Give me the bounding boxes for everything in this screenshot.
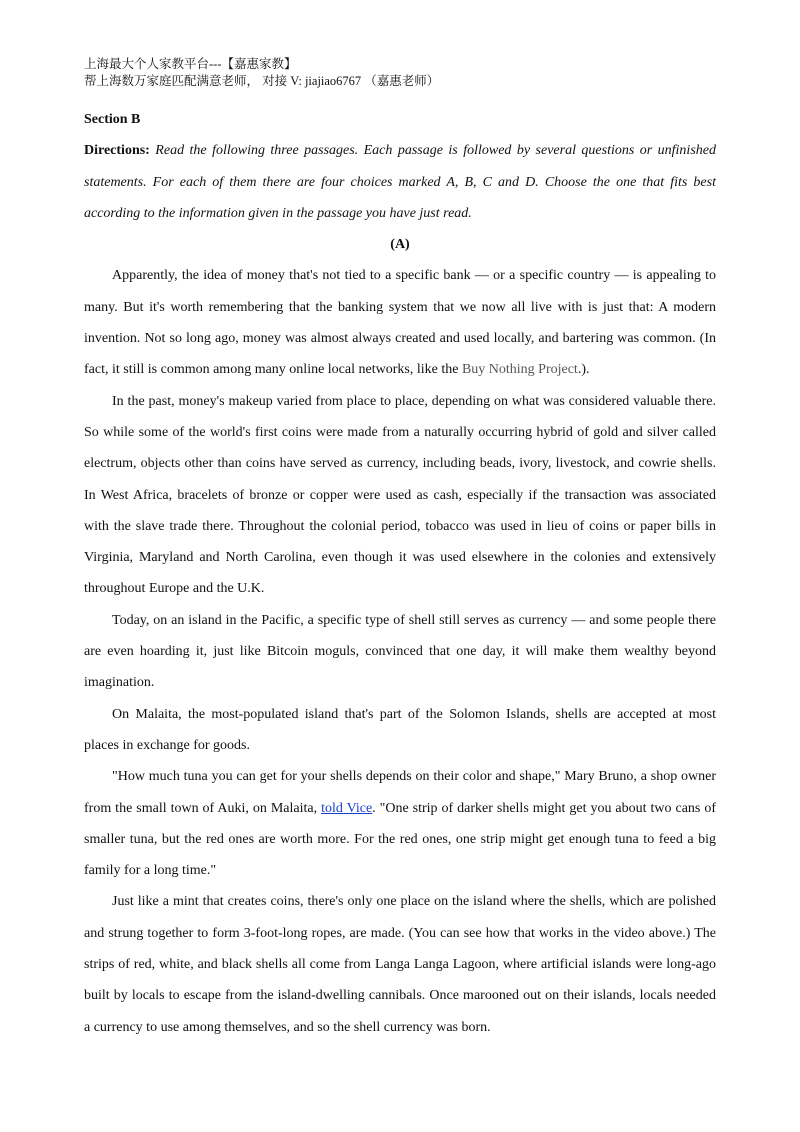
- told-vice-link[interactable]: told Vice: [321, 800, 373, 816]
- paragraph-line: Just like a mint that creates coins, there's only one place on the island where the shells, which are polished: [112, 894, 716, 910]
- paragraph-line: [84, 354, 716, 385]
- paragraph-line: throughout Europe and the U.K.: [84, 581, 265, 597]
- section-title: Section B: [84, 112, 141, 127]
- directions-line: statements. For each of them there are four choices marked A, B, C and D. Choose the one that fits best: [84, 174, 716, 190]
- directions-line: according to the information given in the passage you have just read.: [84, 205, 472, 221]
- paragraph-line: Today, on an island in the Pacific, a specific type of shell still serves as currency — and some people there: [112, 612, 716, 628]
- paragraph-line: imagination.: [84, 675, 155, 691]
- paragraph-text: .).: [577, 362, 590, 378]
- paragraph-line: strips of red, white, and black shells all come from Langa Langa Lagoon, where artificial islands were long-ago: [84, 957, 716, 973]
- paragraph-text: . "One strip of darker shells might get you about two cans of: [372, 800, 716, 816]
- paragraph-line: built by locals to escape from the island-dwelling cannibals. Once marooned out on their islands, locals needed: [84, 988, 716, 1004]
- paragraph-line: a currency to use among themselves, and so the shell currency was born.: [84, 1019, 491, 1035]
- directions-line: [84, 135, 716, 166]
- paragraph-line: Apparently, the idea of money that's not tied to a specific bank — or a specific country — is appealing to: [112, 268, 716, 284]
- paragraph-line: In West Africa, bracelets of bronze or copper were used as cash, especially if the transaction was associated: [84, 487, 716, 503]
- paragraph-line: Virginia, Maryland and North Carolina, even though it was used elsewhere in the colonies and extensively: [84, 550, 716, 566]
- paragraph-line: In the past, money's makeup varied from place to place, depending on what was considered valuable there.: [112, 393, 716, 409]
- paragraph-text: fact, it still is common among many online local networks, like the: [84, 362, 462, 378]
- paragraph-line: invention. Not so long ago, money was almost always created and used locally, and bartering was common. (In: [84, 331, 716, 347]
- directions-text: Read the following three passages. Each passage is followed by several questions or unfinished: [155, 143, 716, 159]
- directions-label: Directions:: [84, 143, 150, 159]
- buy-nothing-link[interactable]: Buy Nothing Project: [461, 362, 578, 378]
- paragraph-line: and strung together to form 3-foot-long ropes, are made. (You can see how that works in the video above.) The: [84, 925, 716, 941]
- paragraph-line: family for a long time.": [84, 863, 217, 879]
- header-line-1: 上海最大个人家教平台---【嘉惠家教】: [84, 57, 297, 71]
- main-content: [84, 104, 716, 1043]
- paragraph-line: "How much tuna you can get for your shells depends on their color and shape," Mary Bruno, a shop owner: [112, 769, 716, 785]
- paragraph-line: [84, 793, 716, 824]
- paragraph-text: from the small town of Auki, on Malaita,: [84, 800, 322, 816]
- paragraph-line: smaller tuna, but the red ones are worth more. For the red ones, one strip might get enough tuna to feed a big: [84, 831, 716, 847]
- paragraph-line: So while some of the world's first coins were made from a naturally occurring hybrid of gold and silver called: [84, 424, 716, 440]
- paragraph-line: are even hoarding it, just like Bitcoin moguls, convinced that one day, it will make them wealthy beyond: [84, 644, 716, 660]
- passage-label: (A): [390, 237, 410, 253]
- paragraph-line: with the slave trade there. Throughout the colonial period, tobacco was used in lieu of coins or paper bills in: [84, 518, 716, 534]
- page-header: [84, 56, 439, 90]
- header-line-2: 帮上海数万家庭匹配满意老师， 对接 V: jiajiao6767 （嘉惠老师）: [84, 74, 440, 88]
- paragraph-line: On Malaita, the most-populated island that's part of the Solomon Islands, shells are accepted at most: [112, 706, 716, 722]
- paragraph-line: electrum, objects other than coins have served as currency, including beads, ivory, livestock, and cowrie shells.: [84, 456, 716, 472]
- paragraph-line: places in exchange for goods.: [84, 737, 250, 753]
- paragraph-line: many. But it's worth remembering that the banking system that we now all live with is just that: A modern: [84, 299, 716, 315]
